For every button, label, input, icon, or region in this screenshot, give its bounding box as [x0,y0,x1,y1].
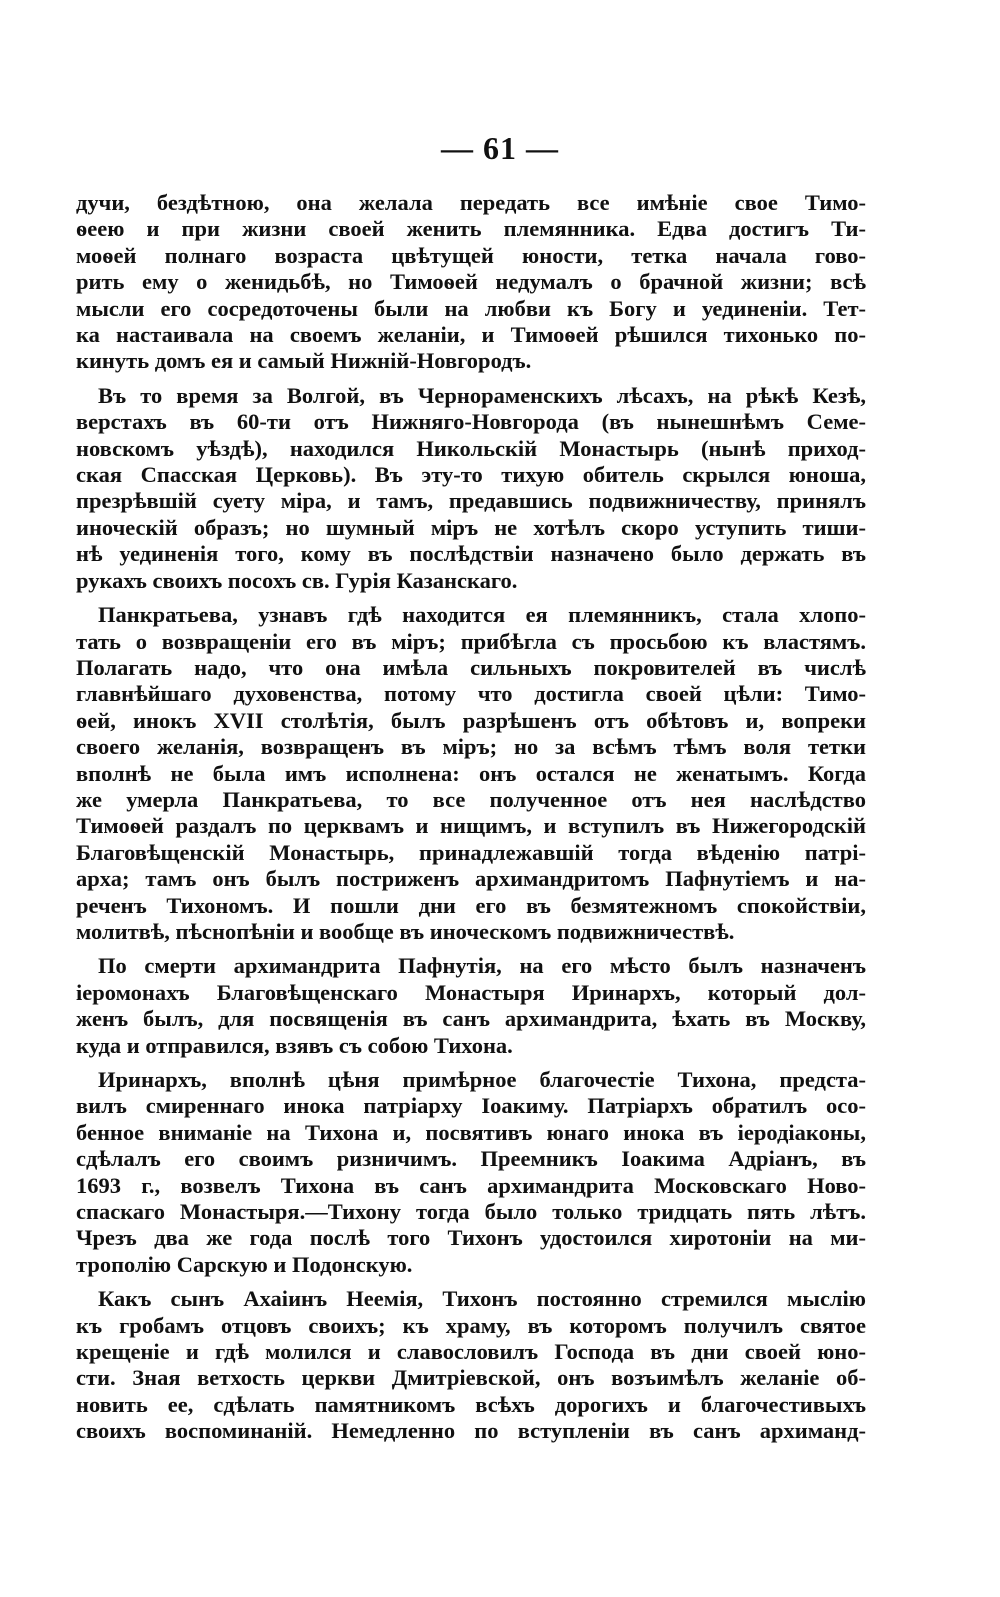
text-line: дучи, бездѣтною, она желала передать все имѣніе свое Тимо- [76,190,866,215]
text-line: ѳей, инокъ XVII столѣтія, былъ разрѣшенъ отъ обѣтовъ и, вопреки [76,707,866,733]
text-line: трополію Сарскую и Подонскую. [76,1251,413,1277]
text-line: Благовѣщенскій Монастырь, принадлежавшій тогда вѣденію патрі- [76,839,866,865]
text-line: Въ то время за Волгой, въ Чернораменскихъ лѣсахъ, на рѣкѣ Кезѣ, [98,382,866,408]
text-line: молитвѣ, пѣснопѣніи и вообще въ иноческомъ подвижничествѣ. [76,918,735,944]
text-line: новить ее, сдѣлать памятникомъ всѣхъ дорогихъ и благочестивыхъ [76,1391,866,1417]
text-line: новскомъ уѣздѣ), находился Никольскій Монастырь (нынѣ приход- [76,435,866,461]
text-line: моѳей полнаго возраста цвѣтущей юности, тетка начала гово- [76,242,866,268]
text-line: Полагать надо, что она имѣла сильныхъ покровителей въ числѣ [76,654,866,680]
text-line: вилъ смиреннаго инока патріарху Іоакиму. Патріархъ обратилъ осо- [76,1093,866,1119]
paragraph [76,1286,866,1444]
text-line: презрѣвшій суету міра, и тамъ, предавшись подвижничеству, принялъ [76,488,866,514]
text-line: къ гробамъ отцовъ своихъ; къ храму, въ которомъ получилъ святое [76,1312,866,1338]
text-line: По смерти архимандрита Пафнутія, на его мѣсто былъ назначенъ [98,953,866,979]
text-line: нѣ уединенія того, кому въ послѣдствіи назначено было держать въ [76,541,866,567]
text-line: ка настаивала на своемъ желаніи, и Тимоѳей рѣшился тихонько по- [76,322,866,348]
text-line: Панкратьева, узнавъ гдѣ находится ея племянникъ, стала хлопо- [98,602,866,628]
text-line: иноческій образъ; но шумный міръ не хотѣлъ скоро уступить тиши- [76,514,866,540]
text-line: 1693 г., возвелъ Тихона въ санъ архимандрита Московскаго Ново- [76,1172,866,1198]
text-line: реченъ Тихономъ. И пошли дни его въ безмятежномъ спокойствіи, [76,892,866,918]
text-line: сти. Зная ветхость церкви Дмитріевской, онъ возъимѣлъ желаніе об- [76,1365,866,1391]
text-line: сдѣлалъ его своимъ ризничимъ. Преемникъ Іоакима Адріанъ, въ [76,1146,866,1172]
text-line: арха; тамъ онъ былъ постриженъ архимандритомъ Пафнутіемъ и на- [76,866,866,892]
page-number: — 61 — [441,130,559,166]
text-line: женъ былъ, для посвященія въ санъ архимандрита, ѣхать въ Москву, [76,1006,866,1032]
text-line: верстахъ въ 60-ти отъ Нижняго-Новгорода (въ нынешнѣмъ Семе- [76,409,866,435]
page-body [76,190,866,1445]
paragraph [76,383,866,594]
paragraph [76,190,866,375]
paragraph [76,602,866,945]
text-line: же умерла Панкратьева, то все полученное отъ нея наслѣдство [76,786,866,812]
text-line: Какъ сынъ Ахаіинъ Неемія, Тихонъ постоянно стремился мыслію [98,1286,866,1312]
text-line: Иринархъ, вполнѣ цѣня примѣрное благочестіе Тихона, предста- [98,1067,866,1092]
text-line: главнѣйшаго духовенства, потому что достигла своей цѣли: Тимо- [76,681,866,707]
text-line: тать о возвращеніи его въ міръ; прибѣгла съ просьбою къ властямъ. [76,628,866,654]
paragraph [76,1067,866,1278]
text-line: мысли его сосредоточены были на любви къ Богу и уединеніи. Тет- [76,295,866,321]
text-line: бенное вниманіе на Тихона и, посвятивъ юнаго инока въ іеродіаконы, [76,1119,866,1145]
text-line: куда и отправился, взявъ съ собою Тихона. [76,1032,513,1058]
text-line: своихъ воспоминаній. Немедленно по вступленіи въ санъ архиманд- [76,1418,866,1444]
text-line: вполнѣ не была имъ исполнена: онъ остался не женатымъ. Когда [76,760,866,786]
text-line: рукахъ своихъ посохъ св. Гурія Казанскаго. [76,567,518,593]
text-line: іеромонахъ Благовѣщенскаго Монастыря Иринархъ, который дол- [76,979,866,1005]
paragraph [76,953,866,1059]
text-line: Тимоѳей раздалъ по церквамъ и нищимъ, и вступилъ въ Нижегородскій [76,813,866,839]
text-line: ская Спасская Церковь). Въ эту-то тихую обитель скрылся юноша, [76,462,866,488]
text-line: ѳеею и при жизни своей женить племянника. Едва достигъ Ти- [76,216,866,242]
text-line: кинуть домъ ея и самый Нижній-Новгородъ. [76,348,532,374]
text-line: крещеніе и гдѣ молился и славословилъ Господа въ дни своей юно- [76,1339,866,1365]
text-line: спаскаго Монастыря.—Тихону тогда было только тридцать пять лѣтъ. [76,1199,866,1225]
text-line: своего желанія, возвращенъ въ міръ; но за всѣмъ тѣмъ воля тетки [76,734,866,760]
text-line: Чрезъ два же года послѣ того Тихонъ удостоился хиротоніи на ми- [76,1225,866,1251]
text-line: рить ему о женидьбѣ, но Тимоѳей недумалъ о брачной жизни; всѣ [76,269,866,295]
